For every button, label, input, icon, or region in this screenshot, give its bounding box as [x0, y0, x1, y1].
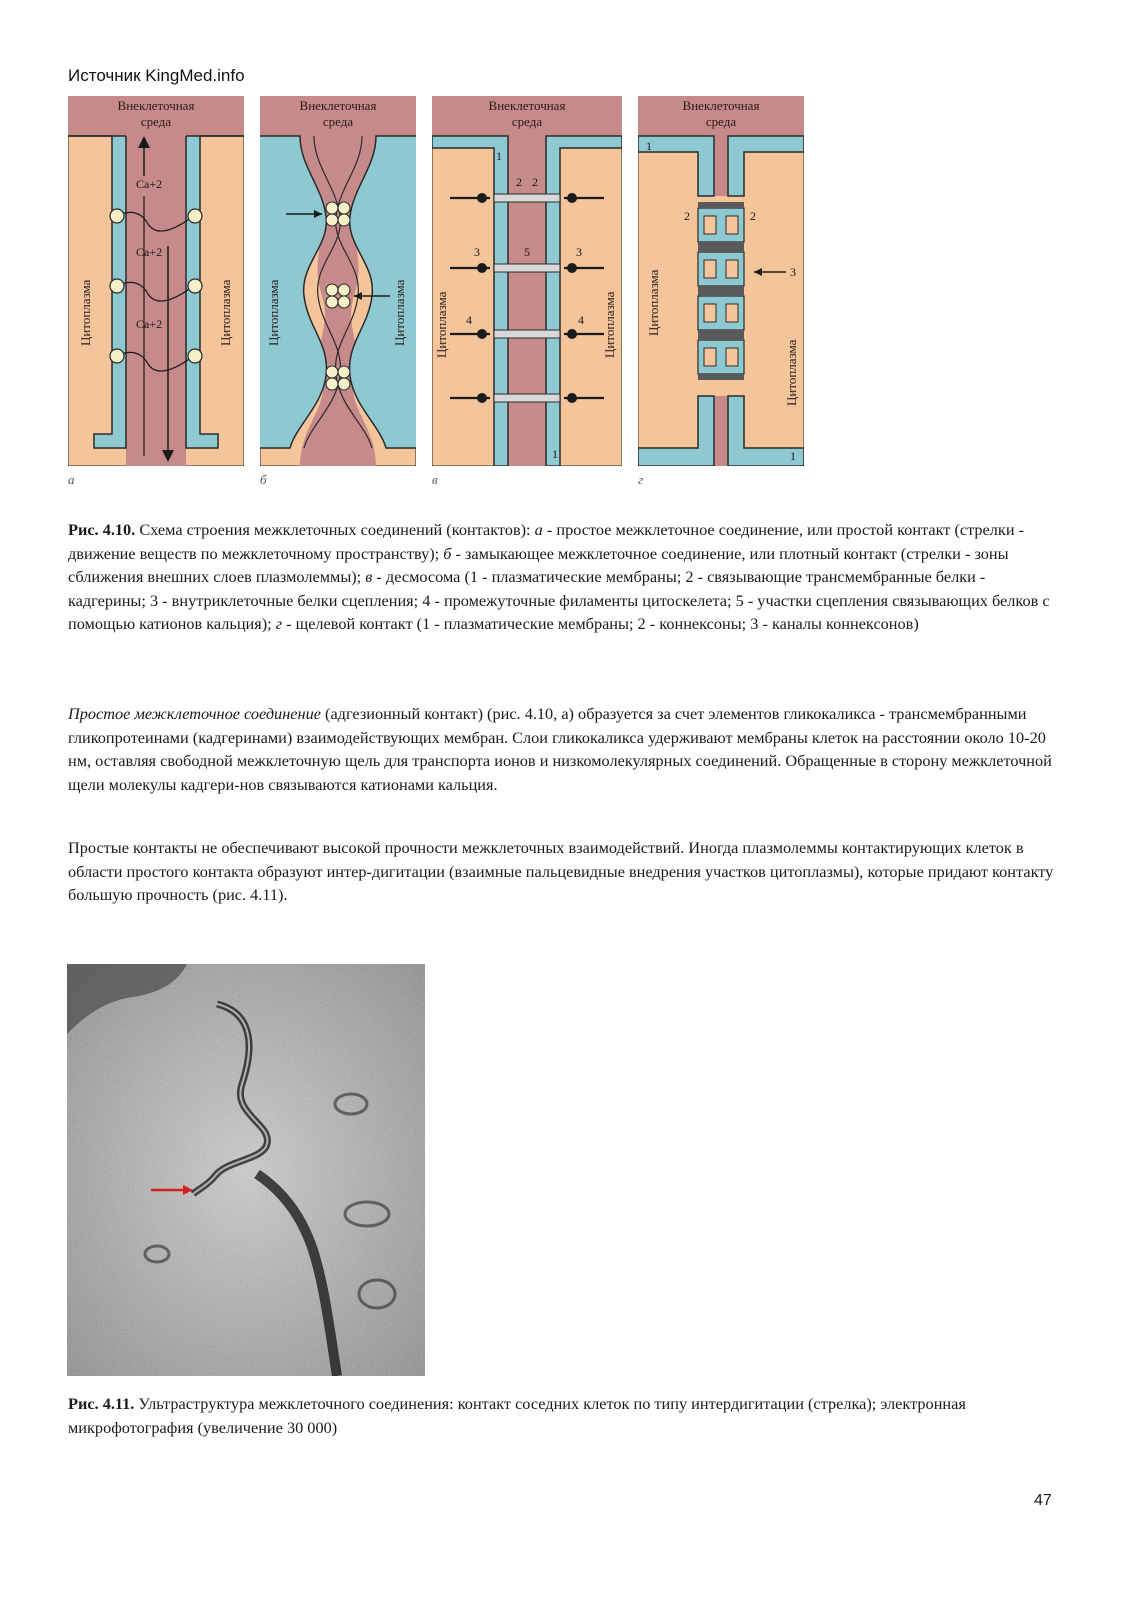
figure-4-11-text: Ультраструктура межклеточного соединения: контакт соседних клеток по типу интердигитации (стрелка); электронная микрофотография (увеличение 30 000) — [68, 1394, 966, 1437]
caption-part-7: г — [275, 614, 283, 634]
label-g-1-bottom: 1 — [790, 449, 796, 463]
paragraph-simple-junction — [68, 702, 1064, 796]
micrograph-svg — [67, 964, 425, 1376]
figure-4-11-label: Рис. 4.11. — [68, 1394, 135, 1413]
caption-part-1: а — [534, 520, 543, 539]
calcium-label-3: Ca+2 — [136, 317, 163, 331]
panel-a-cytoplasm-right: Цитоплазма — [218, 279, 233, 346]
figure-4-10-label: Рис. 4.10. — [68, 520, 136, 539]
panel-label-a: а — [68, 472, 75, 487]
label-2-left: 2 — [516, 175, 522, 189]
panel-g-svg — [638, 96, 804, 466]
panel-g-cytoplasm-left: Цитоплазма — [646, 269, 661, 336]
caption-part-5: в — [365, 567, 373, 587]
panel-v — [432, 96, 622, 466]
calcium-label-1: Ca+2 — [136, 177, 163, 191]
panel-g-extracellular-2: среда — [705, 114, 737, 129]
panel-b — [260, 96, 416, 466]
panel-g-cytoplasm-right: Цитоплазма — [784, 339, 799, 406]
panel-a-svg — [68, 96, 244, 466]
label-g-1-top: 1 — [646, 139, 652, 153]
caption-part-6: - десмосома (1 - плазматические мембраны; 2 - связывающие трансмембранные белки - кадгерины; 3 - внутриклеточные белки сцепления; 4 - промежуточные филаменты цитоскелета; 5 - участки сцепления связывающих белков с помощью катионов кальция); — [68, 567, 1050, 634]
panel-b-cytoplasm-left: Цитоплазма — [266, 279, 281, 346]
panel-a-extracellular-1: Внеклеточная — [117, 98, 195, 113]
label-4-right: 4 — [578, 313, 584, 327]
panel-g-extracellular-1: Внеклеточная — [682, 98, 760, 113]
panel-b-extracellular-2: среда — [322, 114, 354, 129]
panel-label-g: г — [638, 472, 644, 487]
label-3-right: 3 — [576, 245, 582, 259]
paragraph-lead-term: Простое межклеточное соединение — [68, 704, 321, 723]
panel-v-svg — [432, 96, 622, 466]
panel-label-v: в — [432, 472, 438, 487]
panel-v-cytoplasm-right: Цитоплазма — [602, 291, 617, 358]
figure-4-11-caption — [68, 1392, 1064, 1439]
panel-v-extracellular-2: среда — [511, 114, 543, 129]
panel-label-b: б — [260, 472, 267, 487]
panel-b-extracellular-1: Внеклеточная — [299, 98, 377, 113]
panel-g — [638, 96, 804, 466]
source-line: Источник KingMed.info — [68, 66, 245, 85]
label-1-membrane-bottom: 1 — [552, 447, 558, 461]
label-5: 5 — [524, 245, 530, 259]
caption-part-3: б — [443, 543, 452, 563]
panel-v-extracellular-1: Внеклеточная — [488, 98, 566, 113]
panel-a — [68, 96, 244, 466]
figure-4-10-caption — [68, 518, 1064, 636]
paragraph-interdigitation: Простые контакты не обеспечивают высокой прочности межклеточных взаимодействий. Иногда плазмолеммы контактирующих клеток в области простого контакта образуют интер-дигитации (взаимные пальцевидные внедрения участков цитоплазмы), которые придают контакту большую прочность (рис. 4.11). — [68, 838, 1054, 905]
panel-a-cytoplasm-left: Цитоплазма — [78, 279, 93, 346]
label-g-2-right: 2 — [750, 209, 756, 223]
label-g-3: 3 — [790, 265, 796, 279]
label-2-right: 2 — [532, 175, 538, 189]
caption-part-8: - щелевой контакт (1 - плазматические мембраны; 2 - коннексоны; 3 - каналы коннексонов) — [282, 614, 919, 634]
panel-v-cytoplasm-left: Цитоплазма — [434, 291, 449, 358]
panel-b-svg — [260, 96, 416, 466]
panel-a-extracellular-2: среда — [140, 114, 172, 129]
caption-part-2: - простое межклеточное соединение, или простой контакт (стрелки - движение веществ по межклеточному пространству); — [68, 520, 1025, 563]
panel-b-cytoplasm-right: Цитоплазма — [392, 279, 407, 346]
calcium-label-2: Ca+2 — [136, 245, 163, 259]
electron-micrograph — [67, 964, 425, 1376]
label-1-membrane-top: 1 — [496, 149, 502, 163]
label-4-left: 4 — [466, 313, 472, 327]
caption-part-4: - замыкающее межклеточное соединение, или плотный контакт (стрелки - зоны сближения внешних слоев плазмолеммы); — [68, 543, 1009, 587]
paragraph-1-body: (адгезионный контакт) (рис. 4.10, а) образуется за счет элементов гликокаликса - трансмембранными гликопротеинами (кадгеринами) взаимодействующих мембран. Слои гликокаликса удерживают мембраны клеток на расстоянии около 10-20 нм, оставляя свободной межклеточную щель для транспорта ионов и низкомолекулярных соединений. Обращенные в сторону межклеточной щели молекулы кадгери-нов связываются катионами кальция. — [68, 704, 1052, 794]
label-3-left: 3 — [474, 245, 480, 259]
caption-part-0: Схема строения межклеточных соединений (контактов): — [135, 520, 535, 539]
page-number: 47 — [1034, 1492, 1052, 1509]
label-g-2-left: 2 — [684, 209, 690, 223]
